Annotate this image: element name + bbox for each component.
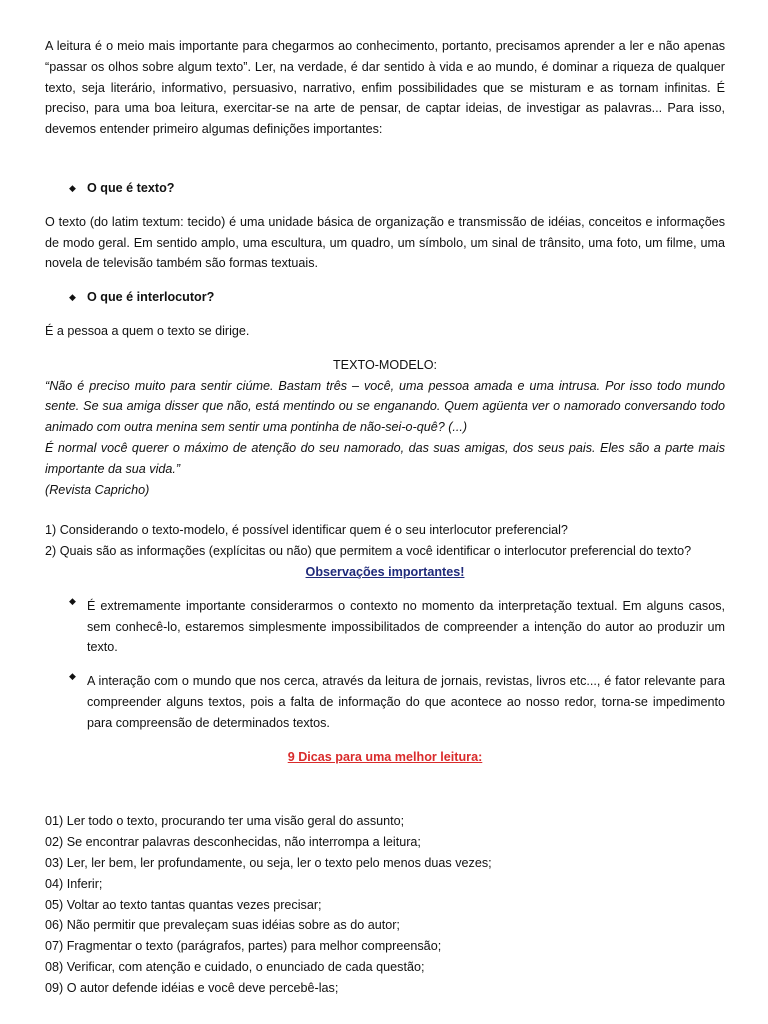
texto-definition-paragraph: O texto (do latim textum: tecido) é uma unidade básica de organização e transmissão de idéias, conceitos e informações de modo geral. Em sentido amplo, uma escultura, um quadro, um símbolo, um sinal de trânsito, uma foto, um filme, uma novela de televisão também são formas textuais.	[45, 214, 725, 271]
bullet-icon: ◆	[69, 595, 76, 606]
list-item: 05) Voltar ao texto tantas quantas vezes precisar;	[45, 897, 322, 912]
heading-o-que-e-texto	[45, 178, 725, 199]
list-item: 07) Fragmentar o texto (parágrafos, partes) para melhor compreensão;	[45, 939, 442, 954]
list-item: 03) Ler, ler bem, ler profundamente, ou seja, ler o texto pelo menos duas vezes;	[45, 855, 492, 870]
tips-list	[45, 811, 725, 998]
observation-text: A interação com o mundo que nos cerca, através da leitura de jornais, revistas, livros etc..., é fator relevante para compreender alguns textos, pois a falta de informação do que acontece ao nosso redor, torna-se impedimento para compreensão de determinados textos.	[87, 674, 725, 730]
model-text-paragraph-1: “Não é preciso muito para sentir ciúme. Bastam três – você, uma pessoa amada e uma intrusa. Por isso todo mundo sente. Se sua amiga disser que não, está mentindo ou se enganando. Quem agüenta ver o namorado conversando todo animado com outra menina sem sentir uma pontinha de não-sei-o-quê? (...)	[45, 378, 725, 435]
list-item: 01) Ler todo o texto, procurando ter uma visão geral do assunto;	[45, 814, 405, 829]
list-item: 02) Se encontrar palavras desconhecidas, não interrompa a leitura;	[45, 835, 421, 850]
list-item: 04) Inferir;	[45, 876, 103, 891]
list-item: 06) Não permitir que prevaleçam suas idéias sobre as do autor;	[45, 918, 400, 933]
tips-title: 9 Dicas para uma melhor leitura:	[287, 749, 483, 764]
model-text-title: TEXTO-MODELO:	[332, 357, 438, 372]
list-item: 08) Verificar, com atenção e cuidado, o enunciado de cada questão;	[45, 959, 425, 974]
observations-title: Observações importantes!	[305, 564, 465, 579]
model-text-source: (Revista Capricho)	[45, 482, 150, 497]
question-2: 2) Quais são as informações (explícitas ou não) que permitem a você identificar o interlocutor preferencial do texto?	[45, 544, 692, 559]
bullet-icon: ◆	[69, 671, 76, 682]
heading-label: O que é interlocutor?	[87, 290, 215, 305]
heading-o-que-e-interlocutor	[45, 287, 725, 308]
model-text-paragraph-2: É normal você querer o máximo de atenção do seu namorado, das suas amigas, dos seus pais. Eles são a parte mais importante da sua vida.”	[45, 440, 725, 476]
interlocutor-definition-paragraph: É a pessoa a quem o texto se dirige.	[45, 323, 250, 338]
observation-text: É extremamente importante considerarmos o contexto no momento da interpretação textual. Em alguns casos, sem conhecê-lo, estaremos simplesmente impossibilitados de compreender a intenção do autor ao produzir um texto.	[87, 598, 725, 655]
bullet-icon: ◆	[69, 292, 76, 303]
observation-item	[45, 596, 725, 658]
list-item: 09) O autor defende idéias e você deve percebê-las;	[45, 980, 339, 995]
document-page	[45, 36, 725, 998]
heading-label: O que é texto?	[87, 180, 175, 195]
question-1: 1) Considerando o texto-modelo, é possível identificar quem é o seu interlocutor preferencial?	[45, 523, 568, 538]
intro-paragraph: A leitura é o meio mais importante para chegarmos ao conhecimento, portanto, precisamos aprender a ler e não apenas “passar os olhos sobre algum texto”. Ler, na verdade, é dar sentido à vida e ao mundo, é dominar a riqueza de qualquer texto, seja literário, informativo, persuasivo, narrativo, enfim possibilidades que se misturam e as tornam infinitas. É preciso, para uma boa leitura, exercitar-se na arte de pensar, de captar ideias, de investigar as palavras... Para isso, devemos entender primeiro algumas definições importantes:	[45, 39, 725, 137]
bullet-icon: ◆	[69, 182, 76, 193]
observation-item	[45, 671, 725, 733]
